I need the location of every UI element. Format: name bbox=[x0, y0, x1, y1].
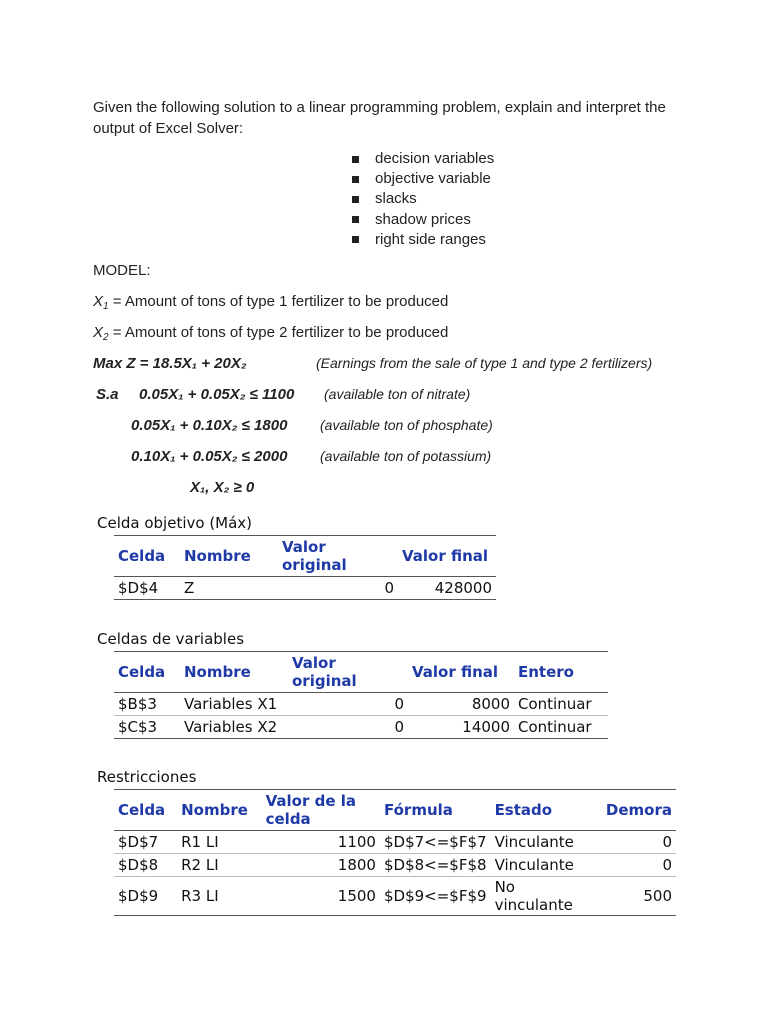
x1-definition: $X_1$ = Amount of tons of type 1 fertilizer to be produced bbox=[93, 293, 449, 312]
square-bullet-icon bbox=[352, 196, 359, 203]
x2-definition: $X_2$ = Amount of tons of type 2 fertilizer to be produced bbox=[93, 324, 449, 343]
table-header-row: Celda Nombre Valor original Valor final Entero bbox=[114, 652, 608, 693]
square-bullet-icon bbox=[352, 156, 359, 163]
list-item: slacks bbox=[352, 189, 494, 209]
constraint-1-note: (available ton of nitrate) bbox=[324, 386, 471, 402]
objective-note: (Earnings from the sale of type 1 and type 2 fertilizers) bbox=[316, 355, 653, 371]
square-bullet-icon bbox=[352, 176, 359, 183]
constraint-3-note: (available ton of potassium) bbox=[320, 448, 492, 464]
constraint-1: 0.05X₁ + 0.05X₂ ≤ 1100 bbox=[139, 386, 295, 403]
table-header-row: Celda Nombre Valor de la celda Fórmula Estado Demora bbox=[114, 790, 676, 831]
table-header-row: Celda Nombre Valor original Valor final bbox=[114, 536, 496, 577]
constraint-2: 0.05X₁ + 0.10X₂ ≤ 1800 bbox=[131, 417, 288, 434]
table-row: $D$9 R3 LI 1500 $D$9<=$F$9 No vinculante 500 bbox=[114, 877, 676, 916]
variable-cells-caption: Celdas de variables bbox=[97, 630, 245, 648]
table-row: $D$4 Z 0 428000 bbox=[114, 577, 496, 600]
constraints-caption: Restricciones bbox=[97, 768, 197, 786]
list-item: right side ranges bbox=[352, 230, 494, 250]
subject-to-label: S.a bbox=[96, 386, 119, 403]
intro-paragraph: Given the following solution to a linear programming problem, explain and interpret the output of Excel Solver: bbox=[93, 99, 666, 137]
constraint-2-note: (available ton of phosphate) bbox=[320, 417, 493, 433]
list-item: shadow prices bbox=[352, 210, 494, 230]
objective-cell-table bbox=[114, 535, 496, 600]
constraints-table bbox=[114, 789, 676, 916]
model-heading: MODEL: bbox=[93, 262, 151, 279]
table-row: $B$3 Variables X1 0 8000 Continuar bbox=[114, 693, 608, 716]
objective-cell-caption: Celda objetivo (Máx) bbox=[97, 514, 253, 532]
list-item: decision variables bbox=[352, 149, 494, 169]
table-row: $D$8 R2 LI 1800 $D$8<=$F$8 Vinculante 0 bbox=[114, 854, 676, 877]
table-row: $C$3 Variables X2 0 14000 Continuar bbox=[114, 716, 608, 739]
list-item: objective variable bbox=[352, 169, 494, 189]
constraint-3: 0.10X₁ + 0.05X₂ ≤ 2000 bbox=[131, 448, 288, 465]
objective-function: Max Z = 18.5X₁ + 20X₂ bbox=[93, 355, 247, 372]
topic-list bbox=[352, 149, 494, 250]
non-negativity: X₁, X₂ ≥ 0 bbox=[190, 479, 255, 496]
square-bullet-icon bbox=[352, 236, 359, 243]
square-bullet-icon bbox=[352, 216, 359, 223]
variable-cells-table bbox=[114, 651, 608, 739]
table-row: $D$7 R1 LI 1100 $D$7<=$F$7 Vinculante 0 bbox=[114, 831, 676, 854]
